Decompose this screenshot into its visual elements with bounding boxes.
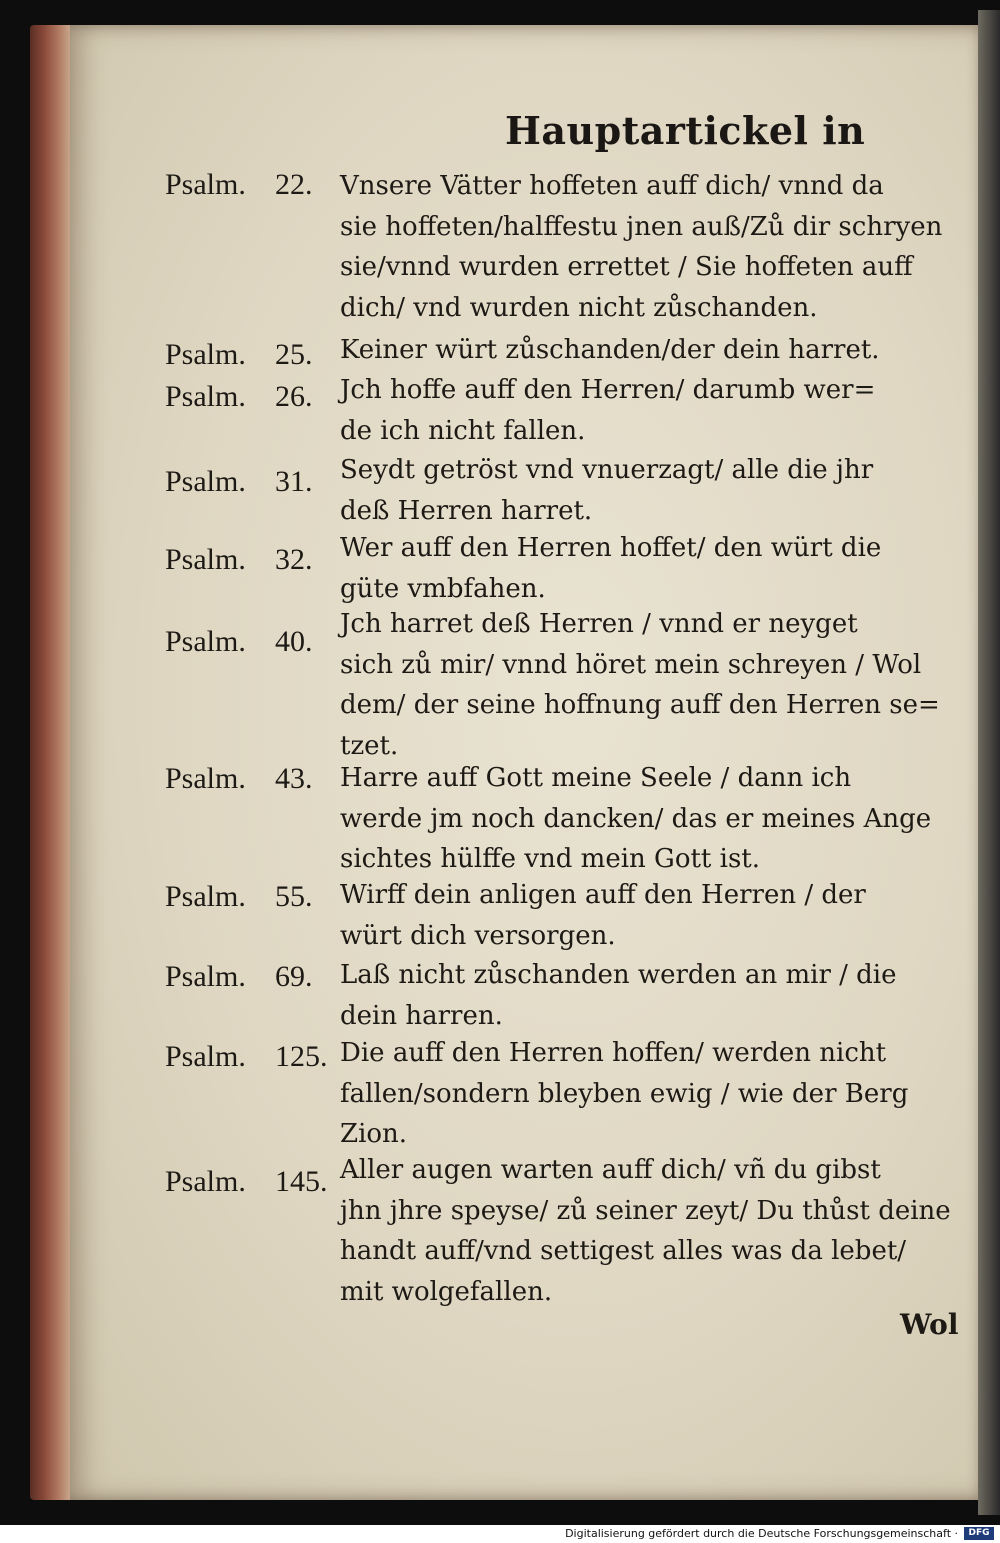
text-line: sie/vnnd wurden errettet / Sie hoffeten auff (340, 252, 913, 282)
text-line: würt dich versorgen. (340, 920, 616, 951)
text-line: dem/ der seine hoffnung auff den Herren se= (340, 690, 940, 720)
psalm-number: 32. (275, 543, 313, 576)
psalm-text (340, 330, 980, 371)
text-line: Wer auff den Herren hoffet/ den würt die (340, 533, 882, 563)
text-line: Seydt getröst vnd vnuerzagt/ alle die jhr (340, 455, 874, 485)
text-line: de ich nicht fallen. (340, 415, 586, 446)
text-line: dein harren. (340, 1000, 503, 1031)
psalm-reference (165, 625, 335, 659)
text-line: Wirff dein anligen auff den Herren / der (340, 880, 866, 910)
catchword: Wol (900, 1308, 959, 1341)
psalm-book: Psalm. (165, 168, 246, 201)
text-line: jhn jhre speyse/ zů seiner zeyt/ Du thůst deine (340, 1195, 951, 1226)
psalm-reference (165, 762, 335, 796)
text-line: Vnsere Vätter hoffeten auff dich/ vnnd da (340, 171, 884, 201)
psalm-text (340, 1150, 980, 1312)
psalm-text (340, 1033, 980, 1155)
psalm-number: 55. (275, 880, 313, 913)
psalm-book: Psalm. (165, 880, 246, 913)
text-line: Laß nicht zůschanden werden an mir / die (340, 960, 897, 990)
psalm-number: 31. (275, 465, 313, 498)
funding-notice: Digitalisierung gefördert durch die Deutsche Forschungsgemeinschaft · (565, 1527, 958, 1540)
book-edge-right (978, 10, 1000, 1515)
psalm-text (340, 528, 980, 609)
text-line: Harre auff Gott meine Seele / dann ich (340, 763, 852, 793)
psalm-book: Psalm. (165, 338, 246, 371)
text-line: sich zů mir/ vnnd höret mein schreyen / Wol (340, 649, 922, 680)
psalm-text (340, 758, 980, 880)
dfg-logo: DFG (964, 1527, 994, 1540)
text-line: dich/ vnd wurden nicht zůschanden. (340, 292, 818, 323)
text-line: mit wolgefallen. (340, 1276, 553, 1307)
psalm-number: 125. (275, 1040, 328, 1073)
psalm-reference (165, 960, 335, 994)
psalm-text (340, 875, 980, 956)
psalm-reference (165, 880, 335, 914)
psalm-number: 40. (275, 625, 313, 658)
psalm-text (340, 370, 980, 451)
text-line: handt auff/vnd settigest alles was da lebet/ (340, 1236, 907, 1266)
text-line: Keiner würt zůschanden/der dein harret. (340, 335, 880, 365)
text-line: Zion. (340, 1119, 408, 1149)
psalm-reference (165, 465, 335, 499)
text-line: Die auff den Herren hoffen/ werden nicht (340, 1038, 887, 1068)
psalm-text (340, 604, 980, 766)
text-line: tzet. (340, 730, 399, 761)
psalm-book: Psalm. (165, 762, 246, 795)
psalm-number: 145. (275, 1165, 328, 1198)
psalm-book: Psalm. (165, 1040, 246, 1073)
text-line: werde jm noch dancken/ das er meines Ange (340, 803, 932, 834)
psalm-number: 69. (275, 960, 313, 993)
text-line: deß Herren harret. (340, 495, 593, 526)
psalm-book: Psalm. (165, 465, 246, 498)
psalm-reference (165, 1040, 335, 1074)
footer-bar (0, 1525, 1000, 1543)
psalm-number: 22. (275, 168, 313, 201)
psalm-text (340, 955, 980, 1036)
psalm-book: Psalm. (165, 625, 246, 658)
psalm-book: Psalm. (165, 1165, 246, 1198)
psalm-reference (165, 168, 335, 202)
running-header: Hauptartickel in (505, 108, 866, 153)
psalm-number: 26. (275, 380, 313, 413)
psalm-book: Psalm. (165, 960, 246, 993)
text-line: Jch harret deß Herren / vnnd er neyget (340, 609, 858, 639)
text-line: sichtes hülffe vnd mein Gott ist. (340, 844, 760, 874)
psalm-number: 25. (275, 338, 313, 371)
psalm-text (340, 166, 980, 328)
text-line: Jch hoffe auff den Herren/ darumb wer= (340, 375, 876, 405)
text-line: fallen/sondern bleyben ewig / wie der Berg (340, 1078, 909, 1109)
psalm-reference (165, 338, 335, 372)
psalm-book: Psalm. (165, 543, 246, 576)
psalm-reference (165, 543, 335, 577)
psalm-reference (165, 380, 335, 414)
psalm-text (340, 450, 980, 531)
psalm-number: 43. (275, 762, 313, 795)
text-line: sie hoffeten/halffestu jnen auß/Zů dir schryen (340, 211, 943, 242)
psalm-book: Psalm. (165, 380, 246, 413)
text-line: güte vmbfahen. (340, 573, 546, 604)
psalm-reference (165, 1165, 335, 1199)
text-line: Aller augen warten auff dich/ vñ du gibst (340, 1155, 881, 1185)
